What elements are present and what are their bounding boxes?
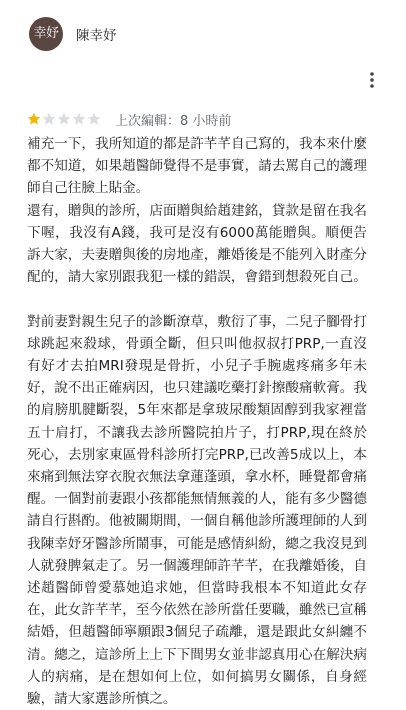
rating-row: [27, 108, 231, 130]
star-empty-icon: [87, 112, 101, 126]
star-rating: [27, 112, 101, 126]
edit-timestamp: 上次編輯：8 小時前: [115, 113, 232, 129]
review-text: 補充一下，我所知道的都是許芊芊自己寫的，我本來什麼都不知道，如果趙醫師覺得不是事實，請去罵自己的護理師自己往臉上貼金。 還有，贈與的診所，店面贈與給趙建銘，貸款是留在我名下喔，我沒有A錢，我可是沒有6000萬能贈與。順便告訴大家，夫妻贈與後的房地產，離婚後是不能列入財產分配的，請大家別跟我犯一樣的錯誤，會錯到想殺死自己。 對前妻對親生兒子的診斷潦草，敷衍了事，二兒子腳骨打球跳起來殺球，骨頭全斷，但只叫他叔叔打PRP,一直沒有好才去拍MRI發現是骨折，小兒子手腕處疼痛多年未好，說不出正確病因，也只建議吃藥打針擦酸痛軟膏。我的肩膀肌腱斷裂，5年來都是拿玻尿酸類固醇到我家裡當五十肩打，不讓我去診所醫院拍片子，打PRP,現在終於死心，去別家東區骨科診所打完PRP,已改善5成以上，本來痛到無法穿衣脫衣無法拿蓮蓬頭，拿水杯，睡覺都會痛醒。一個對前妻跟小孩都能無情無義的人，能有多少醫德請自行斟酌。他被關期間，一個自稱他診所護理師的人到我陳幸妤牙醫診所鬧事，可能是感情糾紛，總之我沒見到人就發脾氣走了。另一個護理師許芊芊，在我離婚後，自述趙醫師曾愛慕她追求她，但當時我根本不知道此女存在，此女許芊芊，至今依然在診所當任要職，雖然已宣稱結婚，但趙醫師寧願跟3個兒子疏離，還是跟此女糾纏不清。總之，這診所上上下下間男女並非認真用心在解決病人的病痛，是在想如何上位，如何搞男女關係，自身經驗，請大家選診所慎之。: [27, 136, 367, 708]
more-vert-icon: [360, 69, 384, 91]
reviewer-name[interactable]: 陳幸妤: [76, 28, 117, 44]
star-empty-icon: [42, 112, 56, 126]
star-empty-icon: [72, 112, 86, 126]
star-filled-icon: [27, 112, 41, 126]
avatar[interactable]: 幸妤: [29, 17, 63, 51]
star-empty-icon: [57, 112, 71, 126]
more-options-button[interactable]: [360, 69, 384, 91]
